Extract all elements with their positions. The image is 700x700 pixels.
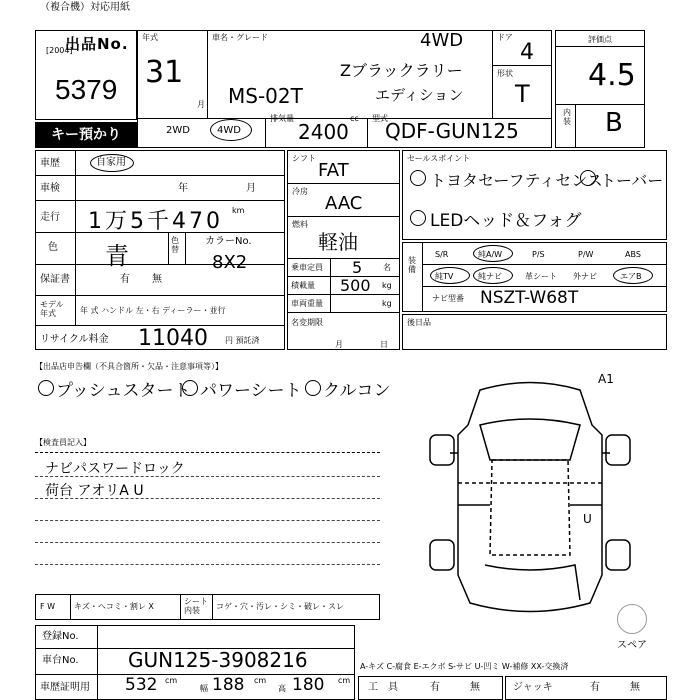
color-label: 色: [48, 242, 58, 253]
width-label: 幅: [200, 684, 208, 693]
model-drive-note: 4WD: [420, 30, 464, 51]
eq-r2-1: 純ナビ: [478, 272, 502, 281]
car-body-outline: [458, 383, 602, 612]
wheel-rl: [430, 540, 454, 570]
jack-no: 無: [630, 682, 640, 693]
recycle-value: 11040: [138, 326, 208, 351]
history-label: 車歴: [40, 158, 60, 169]
inspection-year: 年: [178, 183, 188, 194]
type-label: 型式: [372, 114, 388, 123]
weight-unit: kg: [382, 299, 392, 308]
nav-label: ナビ型番: [432, 294, 464, 303]
chassis-value: GUN125-3908216: [128, 648, 308, 672]
doors-label: ドア: [497, 33, 513, 42]
color-value: 青: [105, 242, 129, 270]
type-value: QDF-GUN125: [385, 119, 519, 143]
inspector-label: 【検査員記入】: [35, 438, 91, 447]
capacity-value: 5: [352, 258, 363, 277]
capacity-unit: 名: [383, 263, 391, 272]
inspector-line-2: 荷台 アオリA U: [45, 483, 144, 499]
interior-label: 内装: [563, 108, 571, 126]
score-label: 評価点: [588, 35, 612, 44]
displacement-unit: cc: [350, 114, 359, 123]
seller-notes-label: 【出品店申告欄（不具合箇所・欠品・注意事項等）】: [35, 362, 223, 371]
warranty-no: 無: [152, 274, 162, 285]
mileage-value: 1万5千470: [88, 209, 223, 234]
warranty-yes: 有: [120, 274, 130, 285]
equipment-label: 装備: [408, 256, 416, 274]
eq-r1-1: 純A/W: [478, 250, 503, 259]
registration-label: 登録No.: [42, 631, 79, 642]
fuel-label: 燃料: [292, 220, 308, 229]
model-year-label: モデル年式: [40, 300, 64, 318]
sales-point-1: トヨタセーフティセンス: [430, 171, 603, 190]
jack-label: ジャッキ: [513, 682, 553, 693]
lot-year-tag: [2004]: [46, 46, 73, 55]
inspection-month: 月: [246, 183, 256, 194]
diagram-mark-u: U: [583, 512, 592, 526]
length-unit: cm: [165, 676, 178, 685]
seller-note-marker-1: [38, 380, 54, 396]
diagram-mark-a1: A1: [598, 372, 614, 386]
displacement-label: 排気量: [270, 114, 294, 123]
fw-text-2: コゲ・穴・汚レ・シミ・破レ・スレ: [216, 602, 344, 611]
load-value: 500: [340, 276, 371, 295]
damage-legend: A-キズ C-腐食 E-エクボ S-サビ U-凹ミ W-補修 XX-交換済: [360, 662, 569, 671]
lot-number: 5379: [55, 74, 118, 105]
mileage-label: 走行: [40, 212, 60, 223]
inspection-label: 車検: [40, 183, 60, 194]
fw-label: F W: [40, 602, 56, 611]
eq-r2-3: 外ナビ: [573, 272, 597, 281]
shape-label: 形状: [497, 69, 513, 78]
wheel-rr: [606, 540, 630, 570]
shift-label: シフト: [292, 154, 316, 163]
year-label: 年式: [142, 33, 158, 42]
height-value: 180: [292, 675, 325, 695]
chassis-label: 車台No.: [42, 655, 79, 666]
name-change-label: 名変期限: [291, 318, 323, 327]
tools-label: 工 具: [368, 682, 398, 693]
model-code: MS-02T: [228, 84, 303, 108]
displacement-value: 2400: [298, 120, 349, 144]
capacity-label: 乗車定員: [291, 263, 323, 272]
eq-r2-2: 革シート: [525, 272, 557, 281]
sp-marker-2: [580, 170, 596, 186]
form-note: （複合機）対応用紙: [40, 2, 130, 13]
model-year-options: 年 式 ハンドル 左・右 ディーラー・並行: [80, 306, 226, 315]
drive-2wd: 2WD: [166, 125, 190, 136]
model-grade-2: エディション: [375, 86, 464, 104]
seller-note-3: クルコン: [323, 381, 391, 401]
sp-marker-1: [410, 170, 426, 186]
load-unit: kg: [382, 281, 392, 290]
ac-label: 冷房: [292, 187, 308, 196]
wheel-fr: [606, 435, 630, 465]
interior-value: B: [605, 108, 623, 138]
sales-point-3: LEDヘッド＆フォグ: [430, 211, 582, 231]
spare-icon: [617, 604, 647, 634]
inspector-line-1: ナビパスワードロック: [45, 461, 185, 477]
spare-label: スペア: [617, 640, 647, 651]
nav-value: NSZT-W68T: [480, 288, 579, 308]
wheel-fl: [430, 435, 454, 465]
model-label: 車名・グレード: [212, 33, 268, 42]
post-date-label: 後日品: [407, 318, 431, 327]
length-value: 532: [125, 675, 158, 695]
tools-no: 無: [470, 682, 480, 693]
eq-r1-2: P/S: [532, 250, 545, 259]
width-value: 188: [212, 675, 245, 695]
weight-label: 車両重量: [291, 299, 323, 308]
sp-marker-3: [410, 210, 426, 226]
model-grade-1: Zブラックラリー: [340, 61, 463, 80]
mileage-unit: km: [232, 206, 245, 215]
seller-note-marker-2: [182, 380, 198, 396]
load-label: 積載量: [291, 281, 315, 290]
sales-point-2: トーバー: [600, 171, 664, 190]
car-hood-line: [485, 565, 580, 600]
shift-value: FAT: [318, 160, 349, 181]
doors-value: 4: [520, 40, 534, 65]
eq-r2-0: 純TV: [435, 272, 454, 281]
shape-value: T: [515, 80, 530, 108]
fuel-value: 軽油: [318, 230, 358, 254]
year-month-label: 月: [197, 100, 205, 109]
height-unit: cm: [338, 676, 351, 685]
eq-r1-0: S/R: [435, 250, 449, 259]
lot-label: 出品No.: [65, 35, 129, 53]
color-code-label: カラーNo.: [205, 236, 252, 247]
color-change-label: 色替: [171, 236, 179, 254]
score-value: 4.5: [588, 58, 636, 93]
key-badge: キー預かり: [35, 122, 137, 148]
eq-r1-3: P/W: [578, 250, 594, 259]
eq-r1-4: ABS: [625, 250, 641, 259]
ac-value: AAC: [325, 193, 363, 214]
year-value: 31: [145, 55, 184, 90]
height-label: 高: [278, 684, 286, 693]
tools-yes: 有: [430, 682, 440, 693]
drive-4wd: 4WD: [217, 125, 241, 136]
details-box: [35, 150, 285, 350]
jack-yes: 有: [590, 682, 600, 693]
width-unit: cm: [254, 676, 267, 685]
color-code-value: 8X2: [212, 252, 248, 273]
certificate-label: 車歴証明用: [40, 682, 90, 693]
sales-points-label: セールスポイント: [407, 154, 471, 163]
name-change-month: 月: [335, 340, 343, 349]
history-value: 自家用: [96, 157, 126, 168]
car-windshield: [480, 419, 580, 460]
seller-note-1: プッシュスタート: [56, 381, 191, 401]
seller-note-2: パワーシート: [200, 381, 302, 401]
recycle-label: リサイクル料金: [40, 334, 109, 345]
seller-note-marker-3: [305, 380, 321, 396]
eq-r2-4: エアB: [620, 272, 642, 281]
car-damage-diagram: [410, 365, 650, 635]
warranty-label: 保証書: [40, 274, 70, 285]
recycle-unit: 円 預託済: [225, 336, 260, 345]
fw-text: キズ・ヘコミ・割レ X: [74, 602, 154, 611]
post-date-box: [402, 314, 667, 350]
seat-label: シート内装: [184, 597, 208, 615]
car-roof: [490, 460, 570, 555]
name-change-day: 日: [380, 340, 388, 349]
